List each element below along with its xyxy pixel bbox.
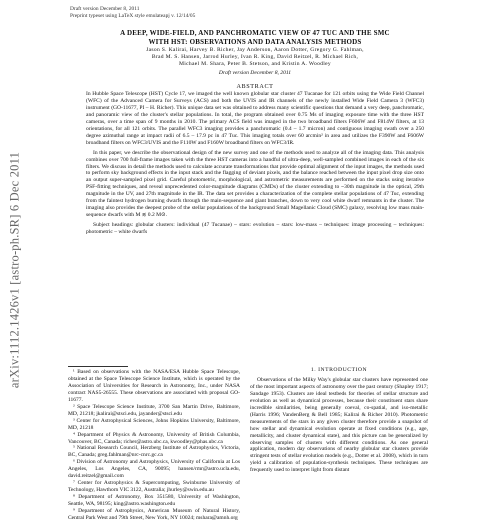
draft-header — [70, 6, 195, 20]
footnote-5: ⁵ National Research Council, Herzberg Institute of Astrophysics, Victoria, BC, Canada; greg.fahlman@nrc-cnrc.gc.ca — [68, 445, 240, 459]
preprint-line: Preprint typeset using LaTeX style emulateapj v. 12/14/05 — [70, 13, 196, 19]
draft-date: Draft version December 8, 2011 — [218, 70, 292, 76]
authors-line-2: Brad M. S. Hansen, Jarrod Hurley, Ivan R. King, David Reitzel, R. Michael Rich, — [151, 54, 359, 61]
footnote-4: ⁴ Department of Physics & Astronomy, University of British Columbia, Vancouver, BC, Canada; richer@astro.ubc.ca, kwoodley@phas.ubc.ca — [68, 431, 240, 445]
abstract-paragraph-1: In Hubble Space Telescope (HST) Cycle 17, we imaged the well known globular star cluster 47 Tucanae for 121 orbits using the Wide Field Channel (WFC) of the Advanced Camera for Surveys (ACS) and both the UVIS and IR channels of the newly installed Wide Field Camera 3 (WFC3) instrument (GO-11677, PI – H. Richer). This unique data set was obtained to address many scientific questions that demand a very deep, panchromatic, and panoramic view of the cluster's stellar populations. In total, the program obtained over 0.75 Ms of imaging exposure time with the three HST cameras, over a time span of 9 months in 2010. The primary ACS field was imaged in the two broadband filters F606W and F814W filters, at 13 orientations, for all 121 orbits. The parallel WFC3 imaging provides a panchromatic (0.4 – 1.7 micron) and contiguous imaging swath over a 250 degree azimuthal range at impact radii of 6.5 – 17.9 pc in 47 Tuc. This imaging totals over 60 arcmin² in area and utilizes the F390W and F606W broadband filters on WFC3/UVIS and the F110W and F160W broadband filters on WFC3/IR. — [86, 91, 424, 146]
footnote-2: ² Space Telescope Science Institute, 3700 San Martin Drive, Baltimore, MD, 21218; jkalirai@stsci.edu, jayander@stsci.edu — [68, 403, 240, 417]
paper-title — [70, 29, 440, 46]
footnotes — [68, 369, 240, 522]
introduction-section — [250, 367, 428, 474]
title-line-1: A DEEP, WIDE-FIELD, AND PANCHROMATIC VIEW OF 47 TUC AND THE SMC — [120, 29, 390, 37]
draft-version-line: Draft version December 8, 2011 — [70, 6, 140, 12]
footnote-9: ⁹ Department of Astrophysics, American Museum of Natural History, Central Park West and 79th Street, New York, NY 10024; mshara@amnh.org — [68, 508, 240, 522]
footnote-1: ¹ Based on observations with the NASA/ESA Hubble Space Telescope, obtained at the Space Telescope Science Institute, which is operated by the Association of Universities for Research in Astronomy, Inc., under NASA contract NAS5-26555. These observations are associated with proposal GO-11677. — [68, 369, 240, 403]
abstract-heading: ABSTRACT — [236, 83, 274, 90]
introduction-heading: 1. INTRODUCTION — [310, 367, 368, 373]
footnote-8: ⁸ Department of Astronomy, Box 351580, University of Washington, Seattle, WA, 98195; king@astro.washington.edu — [68, 494, 240, 508]
subject-headings: Subject headings: globular clusters: individual (47 Tucanae) – stars: evolution – stars: low-mass – techniques: image processing – techniques: photometric – white dwarfs — [86, 222, 424, 236]
footnote-3: ³ Center for Astrophysical Sciences, Johns Hopkins University, Baltimore, MD, 21218 — [68, 417, 240, 431]
introduction-paragraph: Observations of the Milky Way's globular star clusters have represented one of the most important aspects of astronomy over the past century (Shapley 1917; Sandage 1953). Clusters are ideal testbeds for theories of stellar structure and evolution as well as dynamical processes, because their constituent stars share incredible similarities, being generally coeval, co-spatial, and iso-metallic (Harris 1996; VandenBerg & Bell 1985; Kalirai & Richer 2010). Photometric measurements of the stars in any given cluster therefore provide a snapshot of how stellar and dynamical evolution operate at fixed conditions (e.g., age, metallicity, and cluster dynamical state), and this picture can be generalized by observing samples of clusters with different conditions. As one general application, modern day observations of nearby globular star clusters provide stringent tests of stellar evolution models (e.g., Dotter et al. 2008), which in turn yield a calibration of population-synthesis techniques. These techniques are frequently used to interpret light from distant — [250, 376, 428, 474]
authors-line-3: Michael M. Shara, Peter B. Stetson, and Kristin A. Woodley — [178, 61, 331, 68]
footnote-7: ⁷ Center for Astrophysics & Supercomputing, Swinburne University of Technology, Hawthorn VIC 3122, Australia; jhurley@swin.edu.au — [68, 480, 240, 494]
author-list — [70, 47, 440, 69]
abstract — [86, 91, 424, 236]
footnote-rule — [68, 366, 128, 367]
authors-line-1: Jason S. Kalirai, Harvey B. Richer, Jay Anderson, Aaron Dotter, Gregory G. Fahlman, — [146, 47, 364, 53]
title-line-2: WITH HST: OBSERVATIONS AND DATA ANALYSIS METHODS — [148, 37, 362, 46]
arxiv-stamp — [2, 150, 28, 390]
footnote-6: ⁶ Division of Astronomy and Astrophysics, University of California at Los Angeles, Los Angeles, CA, 90095; hansen/rmr@astro.ucla.edu, david.reitzel@gmail.com — [68, 459, 240, 480]
abstract-paragraph-2: In this paper, we describe the observational design of the new survey and one of the methods used to analyze all of the imaging data. This analysis combines over 700 full-frame images taken with the three HST cameras into a handful of ultra-deep, well-sampled combined images in each of the six filters. We discuss in detail the methods used to calculate accurate transformations that provide optimal alignment of the input images, the methods used to perform sky background effects in the input stack and the flagging of deviant pixels, and the balance reached between the input pixel drop size onto an output super-sampled pixel grid. Careful photometric, morphological, and astrometric measurements are performed on the stacks using iterative PSF-fitting techniques, and reveal unprecedented color-magnitude diagrams (CMDs) of the cluster extending to ~30th magnitude in the optical, 29th magnitude in the UV, and 27th magnitude in the IR. The data set provides a characterization of the complete stellar populations of 47 Tuc, extending from the faintest hydrogen burning dwarfs through the main-sequence and giant branches, down to very cool white dwarf remnants in the cluster. The imaging also provides the deepest probe of the stellar populations of the background Small Magellanic Cloud (SMC) galaxy, resolving low mass main-sequence dwarfs with M ≲ 0.2 M⊙. — [86, 149, 424, 219]
arxiv-stamp-text: arXiv:1112.1426v1 [astro-ph.SR] 6 Dec 2011 — [7, 151, 22, 389]
